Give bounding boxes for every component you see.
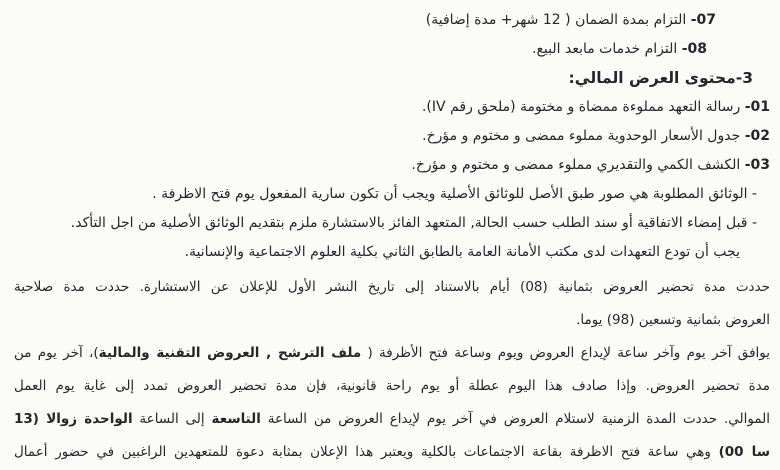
note-text: يجب أن تودع التعهدات لدى مكتب الأمانة العامة بالطابق الثاني بكلية العلوم الاجتماعية والإنسانية. bbox=[184, 244, 740, 260]
note-text: - الوثائق المطلوبة هي صور طبق الأصل للوثائق الأصلية ويجب أن تكون سارية المفعول يوم فتح الاظرفة . bbox=[152, 186, 757, 202]
paragraph-text: حددت مدة تحضير العروض بثمانية (08) أيام بالاستناد إلى تاريخ النشر الأول للإعلان عن الاستشارة. حددت مدة صلاحية bbox=[14, 279, 770, 295]
paragraph-preparation-period-line-2 bbox=[14, 304, 770, 337]
item-number: 07- bbox=[690, 12, 716, 28]
item-text: جدول الأسعار الوحدوية مملوء ممضى و مختوم و مؤرخ. bbox=[422, 128, 745, 144]
item-number: 08- bbox=[681, 41, 707, 57]
paragraph-text: العروض بثمانية وتسعين (98) يوما. bbox=[576, 312, 770, 328]
heading-text: 3-محتوى العرض المالي: bbox=[568, 69, 753, 87]
item-text: الكشف الكمي والتقديري مملوء ممضى و مختوم و مؤرخ. bbox=[411, 157, 745, 173]
list-item-07-warranty-commitment bbox=[14, 6, 770, 35]
paragraph-text: )، آخر يوم من bbox=[14, 345, 99, 361]
note-text: - قبل إمضاء الاتفاقية أو سند الطلب حسب الحالة, المتعهد الفائز بالاستشارة ملزم بتقديم الوثائق الأصلية من اجل التأكد. bbox=[70, 215, 757, 231]
paragraph-deadline-line-3 bbox=[14, 403, 770, 436]
paragraph-deadline-line-2 bbox=[14, 370, 770, 403]
paragraph-text-bold: ملف الترشح , العروض التقنية والمالية bbox=[98, 345, 362, 361]
list-item-03-quantitative-estimate bbox=[14, 151, 770, 180]
paragraph-text: إلى الساعة bbox=[132, 411, 212, 427]
note-before-signing-agreement bbox=[14, 209, 770, 238]
list-item-01-commitment-letter bbox=[14, 93, 770, 122]
section-heading-financial-offer-content bbox=[14, 64, 770, 93]
paragraph-text-bold: الواحدة زوالا (13 bbox=[14, 411, 133, 427]
paragraph-preparation-period-line-1 bbox=[14, 271, 770, 304]
note-required-documents bbox=[14, 180, 770, 209]
item-number: 01- bbox=[744, 99, 770, 115]
list-item-02-unit-prices-table bbox=[14, 122, 770, 151]
paragraph-text: وهي ساعة فتح الاظرفة بقاعة الاجتماعات بالكلية ويعتبر هذا الإعلان بمثابة دعوة للمتعهدين الراغبين في حضور أعمال bbox=[14, 444, 719, 460]
paragraph-text: مدة تحضير العروض. وإذا صادف هذا اليوم عطلة أو يوم راحة قانونية، فإن مدة تحضير العروض تمدد إلى غاية يوم العمل bbox=[14, 378, 770, 394]
item-number: 02- bbox=[744, 128, 770, 144]
paragraph-text: الموالي. حددت المدة الزمنية لاستلام العروض في آخر يوم لإيداع العروض من الساعة bbox=[260, 411, 770, 427]
item-text: التزام بمدة الضمان ( 12 شهر+ مدة إضافية) bbox=[425, 12, 691, 28]
paragraph-text-bold: سا 00) bbox=[718, 444, 770, 460]
paragraph-deadline-line-4 bbox=[14, 436, 770, 469]
note-deposit-location bbox=[14, 238, 770, 267]
paragraph-text-bold: التاسعة bbox=[211, 411, 261, 427]
list-item-08-after-sales-commitment bbox=[14, 35, 770, 64]
item-number: 03- bbox=[744, 157, 770, 173]
item-text: رسالة التعهد مملوءة ممضاة و مختومة (ملحق رقم IV). bbox=[421, 99, 745, 115]
paragraph-deadline-line-1 bbox=[14, 337, 770, 370]
item-text: التزام خدمات مابعد البيع. bbox=[532, 41, 682, 57]
paragraph-text: يوافق آخر يوم وآخر ساعة لإيداع العروض ويوم وساعة فتح الأظرفة ( bbox=[361, 345, 770, 361]
